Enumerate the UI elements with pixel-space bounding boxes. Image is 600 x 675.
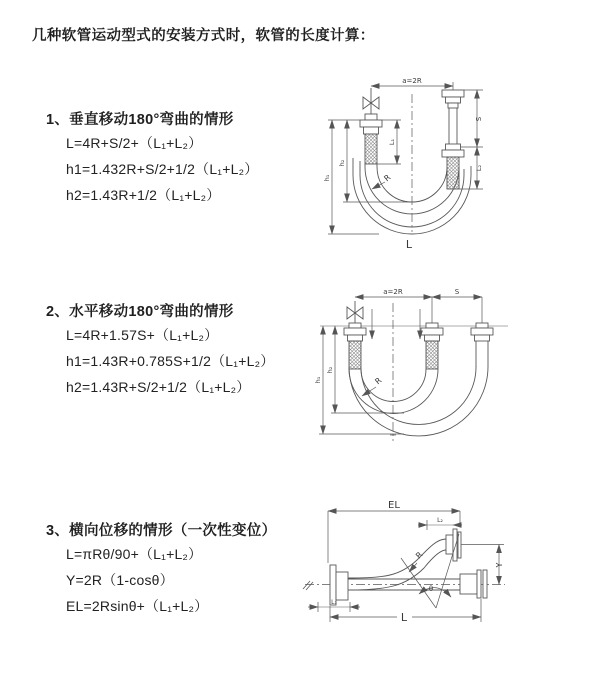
section-1-heading: 1、垂直移动180°弯曲的情形 [46, 112, 234, 128]
formula-L: L=4R+S/2+（L₁+L₂） [66, 135, 203, 151]
dim-label-l1: L₁ [388, 138, 396, 146]
section-2-heading: 2、水平移动180°弯曲的情形 [46, 304, 234, 320]
formula-L: L=4R+1.57S+（L₁+L₂） [66, 327, 219, 343]
formula-EL: EL=2Rsinθ+（L₁+L₂） [66, 598, 209, 614]
formula-h1: h1=1.43R+0.785S+1/2（L₁+L₂） [66, 353, 275, 369]
dim-label-h2: h₂ [338, 159, 346, 167]
top-flange [446, 529, 461, 561]
dim-label-r: R [382, 172, 393, 184]
center-pipe-flange [421, 323, 443, 369]
dim-label-l: L [405, 238, 413, 251]
dim-label-l: L [400, 611, 408, 624]
section-3-heading: 3、横向位移的情形（一次性变位） [46, 523, 277, 539]
s-curve-hose [348, 539, 446, 590]
dim-label-h1: h₁ [314, 376, 322, 384]
dim-label-h1: h₁ [323, 174, 331, 182]
formula-h1: h1=1.432R+S/2+1/2（L₁+L₂） [66, 161, 259, 177]
section-vertical-180 [46, 110, 258, 208]
dimensions [308, 511, 504, 622]
valve-icon [363, 88, 379, 114]
diagram-lateral-displacement [300, 498, 600, 643]
dim-label-s: S [454, 288, 460, 296]
dim-label-l2: L₂ [437, 517, 443, 524]
dim-label-el: EL [388, 500, 400, 511]
left-pipe-flange [344, 323, 366, 369]
dim-label-span: a=2R [402, 77, 422, 85]
left-pipe-flange [360, 114, 382, 164]
dim-label-s: S [475, 116, 483, 122]
hose-u-arcs [349, 366, 488, 436]
break-mark [303, 581, 313, 590]
dim-label-r: R [414, 550, 425, 561]
dim-label-y: Y [495, 562, 504, 568]
dim-label-r: R [373, 375, 384, 387]
formula-h2: h2=1.43R+1/2（L₁+L₂） [66, 187, 221, 203]
diagram-horizontal-u-loop [312, 283, 597, 458]
dim-label-h2: h₂ [326, 366, 334, 374]
dim-label-l2: L₂ [475, 164, 483, 172]
dimensions [328, 82, 483, 234]
right-pipe-flange [442, 90, 464, 189]
formula-Y: Y=2R（1-cosθ） [66, 572, 174, 588]
dimensions [319, 297, 482, 435]
valve-icon [347, 301, 363, 323]
page-title: 几种软管运动型式的安装方式时，软管的长度计算： [32, 28, 375, 44]
section-lateral-displacement [46, 521, 276, 619]
formula-L: L=πRθ/90+（L₁+L₂） [66, 546, 203, 562]
dim-label-l1: L₁ [331, 599, 337, 606]
formula-h2: h2=1.43R+S/2+1/2（L₁+L₂） [66, 379, 251, 395]
dim-label-span: a=2R [383, 288, 403, 296]
dim-label-theta: θ [428, 585, 434, 593]
section-horizontal-180 [46, 302, 274, 400]
right-pipe-flange [471, 323, 493, 367]
diagram-vertical-u-loop [315, 70, 595, 265]
